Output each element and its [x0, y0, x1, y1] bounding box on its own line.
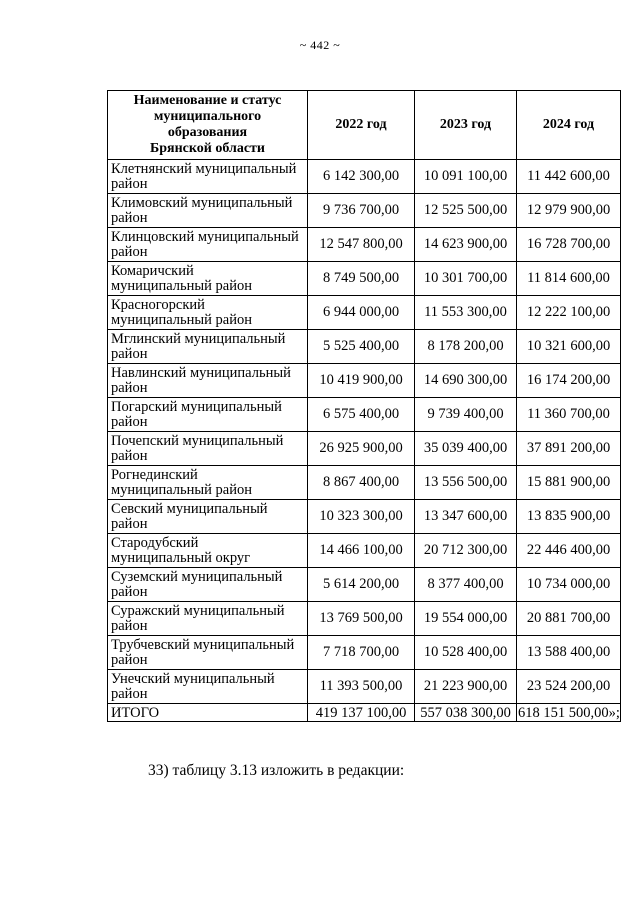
table-row — [108, 534, 621, 568]
value-2023: 20 712 300,00 — [415, 534, 517, 568]
table-row — [108, 330, 621, 364]
value-2024: 16 174 200,00 — [517, 364, 621, 398]
value-2022: 8 749 500,00 — [308, 262, 415, 296]
municipality-name: Клинцовский муниципальный район — [108, 228, 308, 262]
table-row — [108, 636, 621, 670]
value-2023: 9 739 400,00 — [415, 398, 517, 432]
municipality-name: Навлинский муниципальный район — [108, 364, 308, 398]
value-2024: 23 524 200,00 — [517, 670, 621, 704]
municipality-name: Рогнединский муниципальный район — [108, 466, 308, 500]
table-header-row — [108, 91, 621, 160]
table-row — [108, 602, 621, 636]
value-2022: 13 769 500,00 — [308, 602, 415, 636]
header-2023: 2023 год — [415, 91, 517, 160]
value-2022: 8 867 400,00 — [308, 466, 415, 500]
table-row — [108, 262, 621, 296]
instruction-text: 33) таблицу 3.13 изложить в редакции: — [148, 762, 405, 779]
total-label: ИТОГО — [108, 704, 308, 722]
municipality-name: Красногорский муниципальный район — [108, 296, 308, 330]
value-2024: 37 891 200,00 — [517, 432, 621, 466]
value-2022: 10 323 300,00 — [308, 500, 415, 534]
total-2024: 618 151 500,00»; — [518, 704, 620, 721]
value-2023: 8 377 400,00 — [415, 568, 517, 602]
value-2023: 14 690 300,00 — [415, 364, 517, 398]
municipality-name: Погарский муниципальный район — [108, 398, 308, 432]
table-row — [108, 296, 621, 330]
value-2024: 12 222 100,00 — [517, 296, 621, 330]
value-2023: 13 556 500,00 — [415, 466, 517, 500]
value-2022: 11 393 500,00 — [308, 670, 415, 704]
header-2022: 2022 год — [308, 91, 415, 160]
municipality-name: Суражский муниципальный район — [108, 602, 308, 636]
municipality-name: Стародубский муниципальный округ — [108, 534, 308, 568]
value-2022: 6 944 000,00 — [308, 296, 415, 330]
value-2022: 5 525 400,00 — [308, 330, 415, 364]
municipality-name: Мглинский муниципальный район — [108, 330, 308, 364]
value-2023: 21 223 900,00 — [415, 670, 517, 704]
value-2022: 26 925 900,00 — [308, 432, 415, 466]
value-2024: 12 979 900,00 — [517, 194, 621, 228]
value-2022: 6 142 300,00 — [308, 160, 415, 194]
municipality-name: Клетнянский муниципальный район — [108, 160, 308, 194]
value-2023: 10 091 100,00 — [415, 160, 517, 194]
table-row — [108, 194, 621, 228]
table-row — [108, 500, 621, 534]
header-municipality: Наименование и статус муниципального образования Брянской области — [108, 91, 308, 160]
value-2023: 13 347 600,00 — [415, 500, 517, 534]
table-row — [108, 364, 621, 398]
value-2024: 11 814 600,00 — [517, 262, 621, 296]
municipality-name: Севский муниципальный район — [108, 500, 308, 534]
value-2023: 10 528 400,00 — [415, 636, 517, 670]
table-row — [108, 466, 621, 500]
table-row — [108, 568, 621, 602]
value-2022: 12 547 800,00 — [308, 228, 415, 262]
value-2024: 13 588 400,00 — [517, 636, 621, 670]
table-row — [108, 432, 621, 466]
table-row — [108, 160, 621, 194]
value-2024: 16 728 700,00 — [517, 228, 621, 262]
total-row — [108, 704, 621, 722]
value-2023: 19 554 000,00 — [415, 602, 517, 636]
total-2022: 419 137 100,00 — [308, 704, 415, 722]
table-row — [108, 670, 621, 704]
value-2022: 5 614 200,00 — [308, 568, 415, 602]
value-2023: 14 623 900,00 — [415, 228, 517, 262]
value-2023: 35 039 400,00 — [415, 432, 517, 466]
value-2024: 15 881 900,00 — [517, 466, 621, 500]
municipality-name: Почепский муниципальный район — [108, 432, 308, 466]
table-row — [108, 228, 621, 262]
value-2024: 10 734 000,00 — [517, 568, 621, 602]
value-2023: 12 525 500,00 — [415, 194, 517, 228]
value-2023: 11 553 300,00 — [415, 296, 517, 330]
municipality-name: Трубчевский муниципальный район — [108, 636, 308, 670]
value-2024: 10 321 600,00 — [517, 330, 621, 364]
total-2023: 557 038 300,00 — [415, 704, 517, 722]
value-2022: 6 575 400,00 — [308, 398, 415, 432]
municipality-name: Комаричский муниципальный район — [108, 262, 308, 296]
value-2022: 9 736 700,00 — [308, 194, 415, 228]
page-number: ~ 442 ~ — [299, 38, 341, 52]
value-2022: 14 466 100,00 — [308, 534, 415, 568]
value-2022: 7 718 700,00 — [308, 636, 415, 670]
header-2024: 2024 год — [517, 91, 621, 160]
value-2024: 11 360 700,00 — [517, 398, 621, 432]
value-2024: 20 881 700,00 — [517, 602, 621, 636]
municipality-name: Климовский муниципальный район — [108, 194, 308, 228]
value-2022: 10 419 900,00 — [308, 364, 415, 398]
value-2023: 8 178 200,00 — [415, 330, 517, 364]
value-2024: 22 446 400,00 — [517, 534, 621, 568]
value-2024: 13 835 900,00 — [517, 500, 621, 534]
table-row — [108, 398, 621, 432]
value-2023: 10 301 700,00 — [415, 262, 517, 296]
municipality-name: Суземский муниципальный район — [108, 568, 308, 602]
value-2024: 11 442 600,00 — [517, 160, 621, 194]
municipality-name: Унечский муниципальный район — [108, 670, 308, 704]
budget-table — [107, 90, 621, 722]
